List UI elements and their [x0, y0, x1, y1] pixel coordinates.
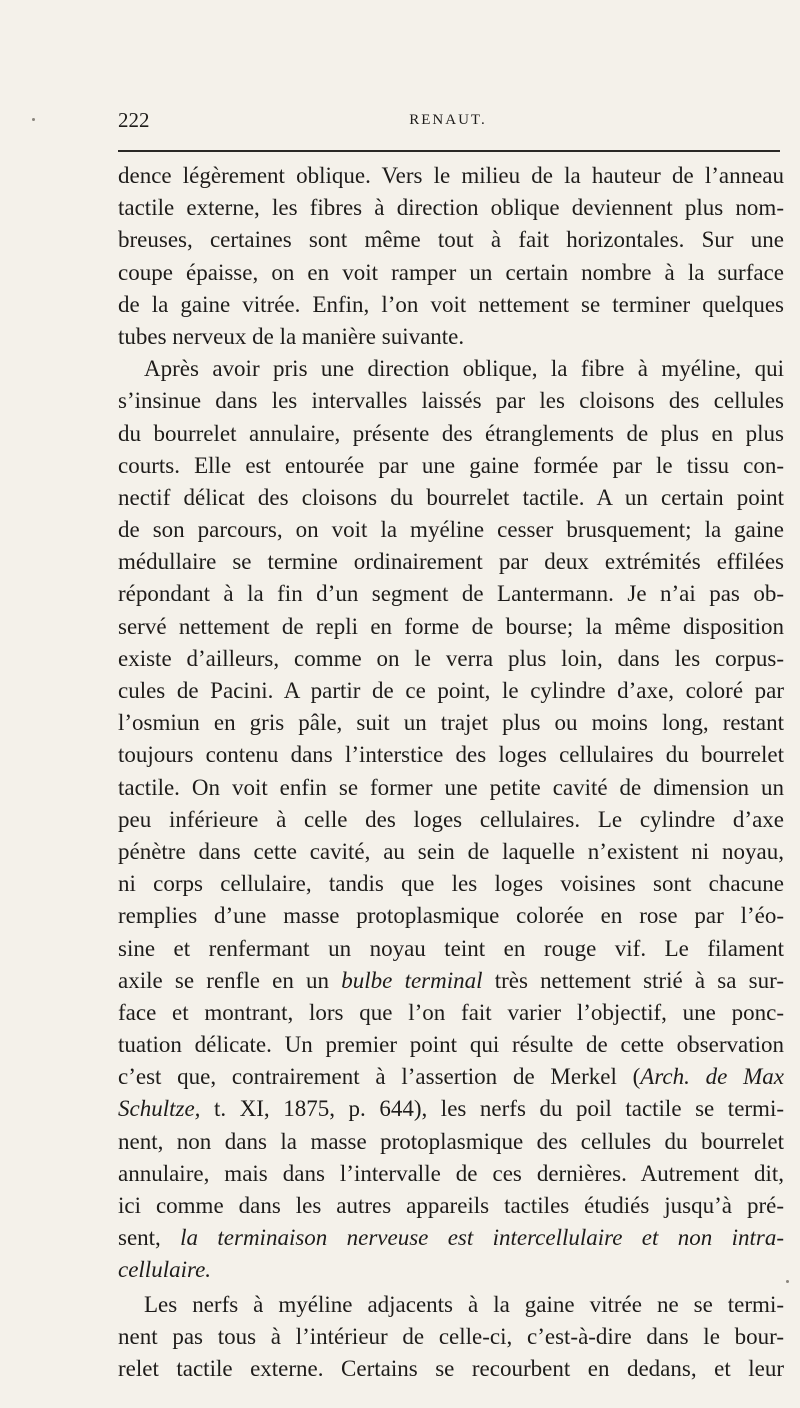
- text-line: [118, 353, 784, 385]
- text-run: pénètre dans cette cavité, au sein de laquelle n’existent ni noyau,: [118, 838, 784, 864]
- text-run: s’insinue dans les intervalles laissés par les cloisons des cellules: [118, 388, 784, 414]
- text-run: de la gaine vitrée. Enfin, l’on voit nettement se terminer quelques: [118, 291, 784, 317]
- text-run: t. XI, 1875, p. 644), les nerfs du poil tactile se termi-: [200, 1096, 784, 1122]
- text-line: [118, 1289, 784, 1321]
- text-line: [118, 450, 784, 482]
- text-run: dence légèrement oblique. Vers le milieu de la hauteur de l’anneau: [118, 163, 784, 188]
- text-run: c’est que, contrairement à l’assertion de Merkel (: [118, 1064, 641, 1090]
- italic-text: bulbe terminal: [341, 967, 483, 993]
- text-line: [118, 418, 784, 450]
- text-run: tactile. On voit enfin se former une petite cavité de dimension un: [118, 774, 784, 800]
- text-run: ici comme dans les autres appareils tactiles étudiés jusqu’à pré-: [118, 1193, 784, 1218]
- text-line: [118, 578, 784, 610]
- text-line: [118, 514, 784, 546]
- header-rule: [118, 150, 780, 152]
- text-line: [118, 257, 784, 289]
- text-line: [118, 289, 784, 321]
- text-line: [118, 1353, 784, 1385]
- text-line: [118, 965, 784, 997]
- text-run: répondant à la fin d’un segment de Lantermann. Je n’ai pas ob-: [118, 581, 784, 607]
- text-run: servé nettement de repli en forme de bourse; la même disposition: [118, 613, 784, 639]
- italic-text: Schultze,: [118, 1096, 201, 1122]
- text-run: relet tactile externe. Certains se recourbent en dedans, et leur: [118, 1355, 784, 1381]
- text-run: Après avoir pris une direction oblique, la fibre à myéline, qui: [144, 356, 784, 382]
- text-line: [118, 997, 784, 1029]
- text-line: [118, 1126, 784, 1158]
- text-line: [118, 643, 784, 675]
- text-run: du bourrelet annulaire, présente des étranglements de plus en plus: [118, 420, 784, 446]
- text-run: l’osmiun en gris pâle, suit un trajet plus ou moins long, restant: [118, 710, 784, 736]
- text-run: cules de Pacini. A partir de ce point, le cylindre d’axe, coloré par: [118, 678, 784, 703]
- italic-text: Arch. de Max: [640, 1064, 785, 1090]
- text-run: nent, non dans la masse protoplasmique des cellules du bourrelet: [118, 1128, 784, 1154]
- text-line: [118, 321, 784, 353]
- text-run: axile se renfle en un: [118, 967, 342, 993]
- text-line: [118, 707, 784, 739]
- text-run: sent,: [118, 1225, 181, 1251]
- text-line: [118, 1158, 784, 1190]
- text-run: existe d’ailleurs, comme on le verra plus loin, dans les corpus-: [118, 645, 784, 671]
- text-line: [118, 1061, 784, 1093]
- text-line: [118, 160, 784, 192]
- text-line: [118, 385, 784, 417]
- running-head: RENAUT.: [409, 112, 487, 128]
- text-run: de son parcours, on voit la myéline cesser brusquement; la gaine: [118, 517, 784, 543]
- text-run: coupe épaisse, on en voit ramper un certain nombre à la surface: [118, 259, 784, 285]
- text-run: nent pas tous à l’intérieur de celle-ci, c’est-à-dire dans le bour-: [118, 1323, 784, 1349]
- text-run: tactile externe, les fibres à direction oblique deviennent plus nom-: [118, 195, 784, 221]
- paper-speck: [32, 118, 35, 121]
- text-run: remplies d’une masse protoplasmique colorée en rose par l’éo-: [118, 903, 784, 929]
- text-run: courts. Elle est entourée par une gaine formée par le tissu con-: [118, 452, 784, 478]
- page-header: [118, 108, 778, 138]
- text-line: [118, 1321, 784, 1353]
- text-run: breuses, certaines sont même tout à fait horizontales. Sur une: [118, 227, 784, 253]
- italic-text: cellulaire.: [118, 1257, 212, 1283]
- text-run: annulaire, mais dans l’intervalle de ces dernières. Autrement dit,: [118, 1160, 784, 1186]
- text-line: [118, 1093, 784, 1125]
- text-line: [118, 675, 784, 707]
- text-run: peu inférieure à celle des loges cellulaires. Le cylindre d’axe: [118, 806, 784, 832]
- text-line: [118, 1190, 784, 1222]
- italic-text: la terminaison nerveuse est intercellulaire et non intra-: [180, 1225, 784, 1251]
- text-run: tuation délicate. Un premier point qui résulte de cette observation: [118, 1032, 784, 1058]
- text-run: très nettement strié à sa sur-: [482, 967, 784, 993]
- text-line: [118, 546, 784, 578]
- text-line: [118, 192, 784, 224]
- text-line: [118, 611, 784, 643]
- body-text: [118, 160, 784, 1385]
- text-run: ni corps cellulaire, tandis que les loges voisines sont chacune: [118, 871, 784, 897]
- text-line: [118, 224, 784, 256]
- text-line: [118, 933, 784, 965]
- text-run: médullaire se termine ordinairement par deux extrémités effilées: [118, 549, 784, 575]
- text-run: sine et renfermant un noyau teint en rouge vif. Le filament: [118, 935, 784, 961]
- paper-speck: [786, 1280, 789, 1283]
- text-run: toujours contenu dans l’interstice des loges cellulaires du bourrelet: [118, 742, 784, 768]
- text-line: [118, 900, 784, 932]
- page-number: 222: [118, 108, 150, 132]
- text-line: [118, 836, 784, 868]
- text-run: face et montrant, lors que l’on fait varier l’objectif, une ponc-: [118, 999, 784, 1025]
- text-line: [118, 772, 784, 804]
- text-line: [118, 1222, 784, 1254]
- text-line: [118, 804, 784, 836]
- text-run: Les nerfs à myéline adjacents à la gaine vitrée ne se termi-: [144, 1291, 784, 1317]
- text-run: nectif délicat des cloisons du bourrelet tactile. A un certain point: [118, 484, 784, 510]
- text-line: [118, 1029, 784, 1061]
- text-line: [118, 868, 784, 900]
- text-run: tubes nerveux de la manière suivante.: [118, 323, 465, 349]
- text-line: [118, 482, 784, 514]
- text-line: [118, 1254, 784, 1286]
- text-line: [118, 739, 784, 771]
